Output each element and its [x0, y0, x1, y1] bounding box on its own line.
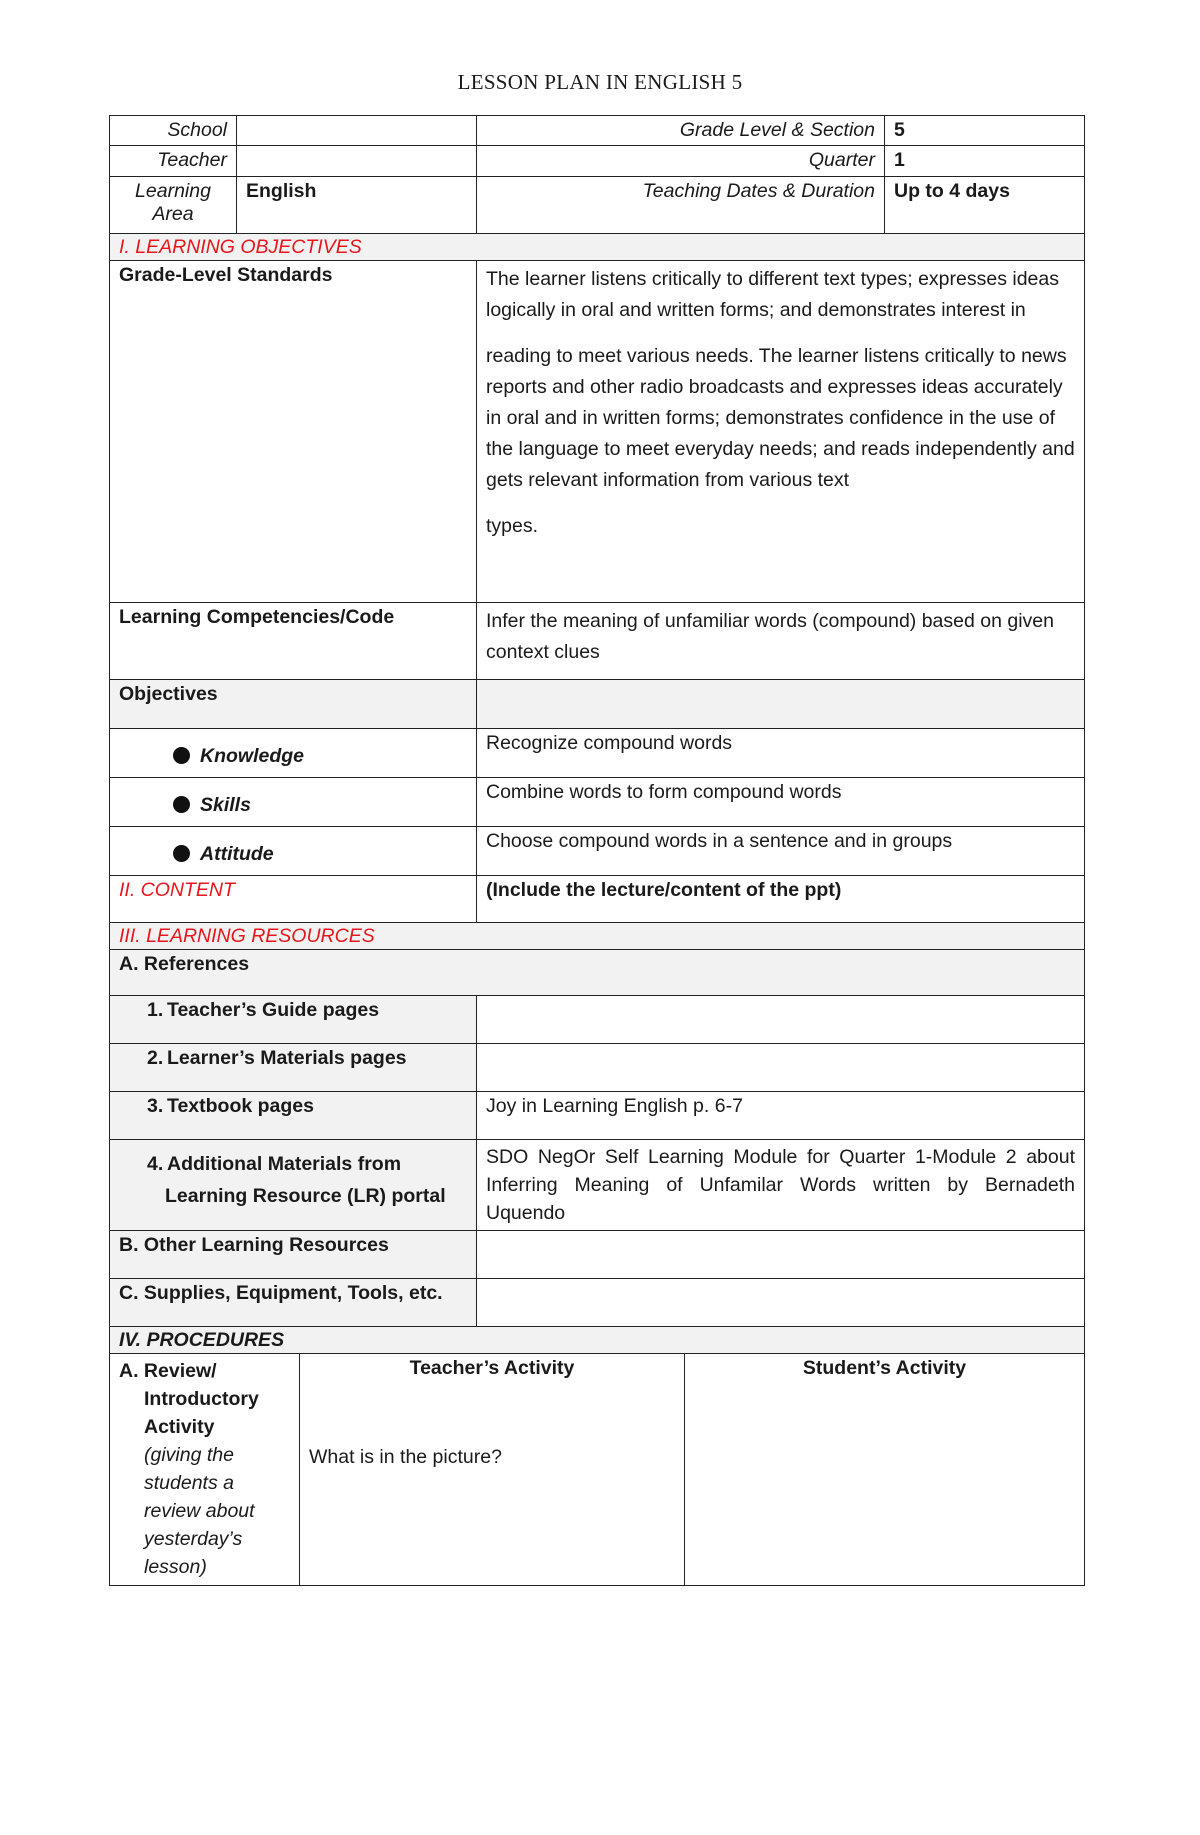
- supplies-value: [477, 1279, 1085, 1327]
- textbook-pages-text: Textbook pages: [167, 1095, 315, 1118]
- teacher-activity-cell: [300, 1353, 685, 1585]
- knowledge-label: Knowledge: [200, 745, 305, 768]
- quarter-label: Quarter: [477, 146, 885, 176]
- teacher-label: Teacher: [110, 146, 237, 176]
- learning-area-label-line2: Area: [152, 203, 194, 226]
- section-learning-objectives: I. LEARNING OBJECTIVES: [110, 234, 1085, 261]
- student-activity-header: Student’s Activity: [802, 1356, 967, 1379]
- section-content: II. CONTENT: [110, 876, 477, 923]
- learning-competencies-label: Learning Competencies/Code: [110, 603, 477, 680]
- additional-materials-text-1: Additional Materials from: [167, 1153, 402, 1176]
- learning-competencies-value: [477, 603, 1085, 680]
- learning-area-label: [110, 176, 237, 234]
- teachers-guide-text: Teacher’s Guide pages: [167, 999, 380, 1022]
- supplies-label: C. Supplies, Equipment, Tools, etc.: [110, 1279, 477, 1327]
- bullet-icon: [173, 747, 190, 764]
- review-label-line2: Introductory: [144, 1387, 259, 1410]
- other-learning-resources-value: [477, 1231, 1085, 1279]
- objectives-value: [477, 680, 1085, 729]
- review-label-line3: Activity: [144, 1415, 215, 1438]
- student-activity-cell: [685, 1353, 1085, 1585]
- school-label: School: [110, 116, 237, 146]
- skills-label: Skills: [200, 794, 251, 817]
- item-number: 4.: [147, 1153, 164, 1176]
- item-number: 1.: [147, 999, 164, 1022]
- school-value[interactable]: [237, 116, 477, 146]
- teaching-dates-value[interactable]: Up to 4 days: [885, 176, 1085, 234]
- skills-value: Combine words to form compound words: [477, 778, 1085, 827]
- objectives-label: Objectives: [110, 680, 477, 729]
- standards-paragraph-2: reading to meet various needs. The learner listens critically to news reports and other radio broadcasts and expresses ideas accurately in oral and in written forms; demonstrates confidence in the use of the language to meet everyday needs; and reads independently and gets relevant information from various text: [486, 345, 1075, 492]
- learners-materials-label: [110, 1044, 477, 1092]
- teacher-activity-header: Teacher’s Activity: [409, 1356, 575, 1379]
- knowledge-value: Recognize compound words: [477, 729, 1085, 778]
- grade-label: Grade Level & Section: [477, 116, 885, 146]
- procedures-table: [109, 1353, 1085, 1586]
- learners-materials-value: [477, 1044, 1085, 1092]
- teachers-guide-label: [110, 996, 477, 1044]
- references-label: A. References: [110, 950, 1085, 996]
- textbook-pages-value: Joy in Learning English p. 6-7: [477, 1092, 1085, 1140]
- item-number: 3.: [147, 1095, 164, 1118]
- item-number: 2.: [147, 1047, 164, 1070]
- attitude-value: Choose compound words in a sentence and in groups: [477, 827, 1085, 876]
- learning-area-value[interactable]: English: [237, 176, 477, 234]
- section-procedures: IV. PROCEDURES: [110, 1327, 1085, 1354]
- additional-materials-label: [110, 1140, 477, 1231]
- teacher-activity-text: What is in the picture?: [309, 1446, 502, 1469]
- grade-level-standards-label: Grade-Level Standards: [110, 261, 477, 603]
- learners-materials-text: Learner’s Materials pages: [167, 1047, 407, 1070]
- grade-value[interactable]: 5: [885, 116, 1085, 146]
- review-label-line1: A. Review/: [119, 1359, 217, 1382]
- learning-competencies-text: Infer the meaning of unfamiliar words (compound) based on given context clues: [486, 610, 1054, 664]
- additional-materials-text-2: Learning Resource (LR) portal: [165, 1185, 446, 1208]
- lesson-plan-sheet: [109, 115, 1084, 1586]
- attitude-row-label: [110, 827, 477, 876]
- learning-area-label-line1: Learning: [135, 179, 211, 202]
- bullet-icon: [173, 845, 190, 862]
- main-table: [109, 233, 1085, 1354]
- textbook-pages-label: [110, 1092, 477, 1140]
- quarter-value[interactable]: 1: [885, 146, 1085, 176]
- document-title: LESSON PLAN IN ENGLISH 5: [457, 70, 743, 94]
- teacher-value[interactable]: [237, 146, 477, 176]
- review-activity-label: [110, 1353, 300, 1585]
- grade-level-standards-value: [477, 261, 1085, 603]
- section-learning-resources: III. LEARNING RESOURCES: [110, 923, 1085, 950]
- review-note: (giving the students a review about yesterday’s lesson): [144, 1443, 255, 1578]
- standards-paragraph-3: types.: [486, 515, 539, 538]
- attitude-label: Attitude: [200, 843, 274, 866]
- knowledge-row-label: [110, 729, 477, 778]
- standards-paragraph-1: The learner listens critically to different text types; expresses ideas logically in oral and written forms; and demonstrates interest in: [486, 268, 1059, 322]
- teachers-guide-value: [477, 996, 1085, 1044]
- teaching-dates-label: Teaching Dates & Duration: [477, 176, 885, 234]
- bullet-icon: [173, 796, 190, 813]
- additional-materials-value: SDO NegOr Self Learning Module for Quarter 1-Module 2 about Inferring Meaning of Unfamilar Words written by Bernadeth Uquendo: [477, 1140, 1085, 1231]
- skills-row-label: [110, 778, 477, 827]
- content-value: (Include the lecture/content of the ppt): [477, 876, 1085, 923]
- other-learning-resources-label: B. Other Learning Resources: [110, 1231, 477, 1279]
- header-table: [109, 115, 1085, 235]
